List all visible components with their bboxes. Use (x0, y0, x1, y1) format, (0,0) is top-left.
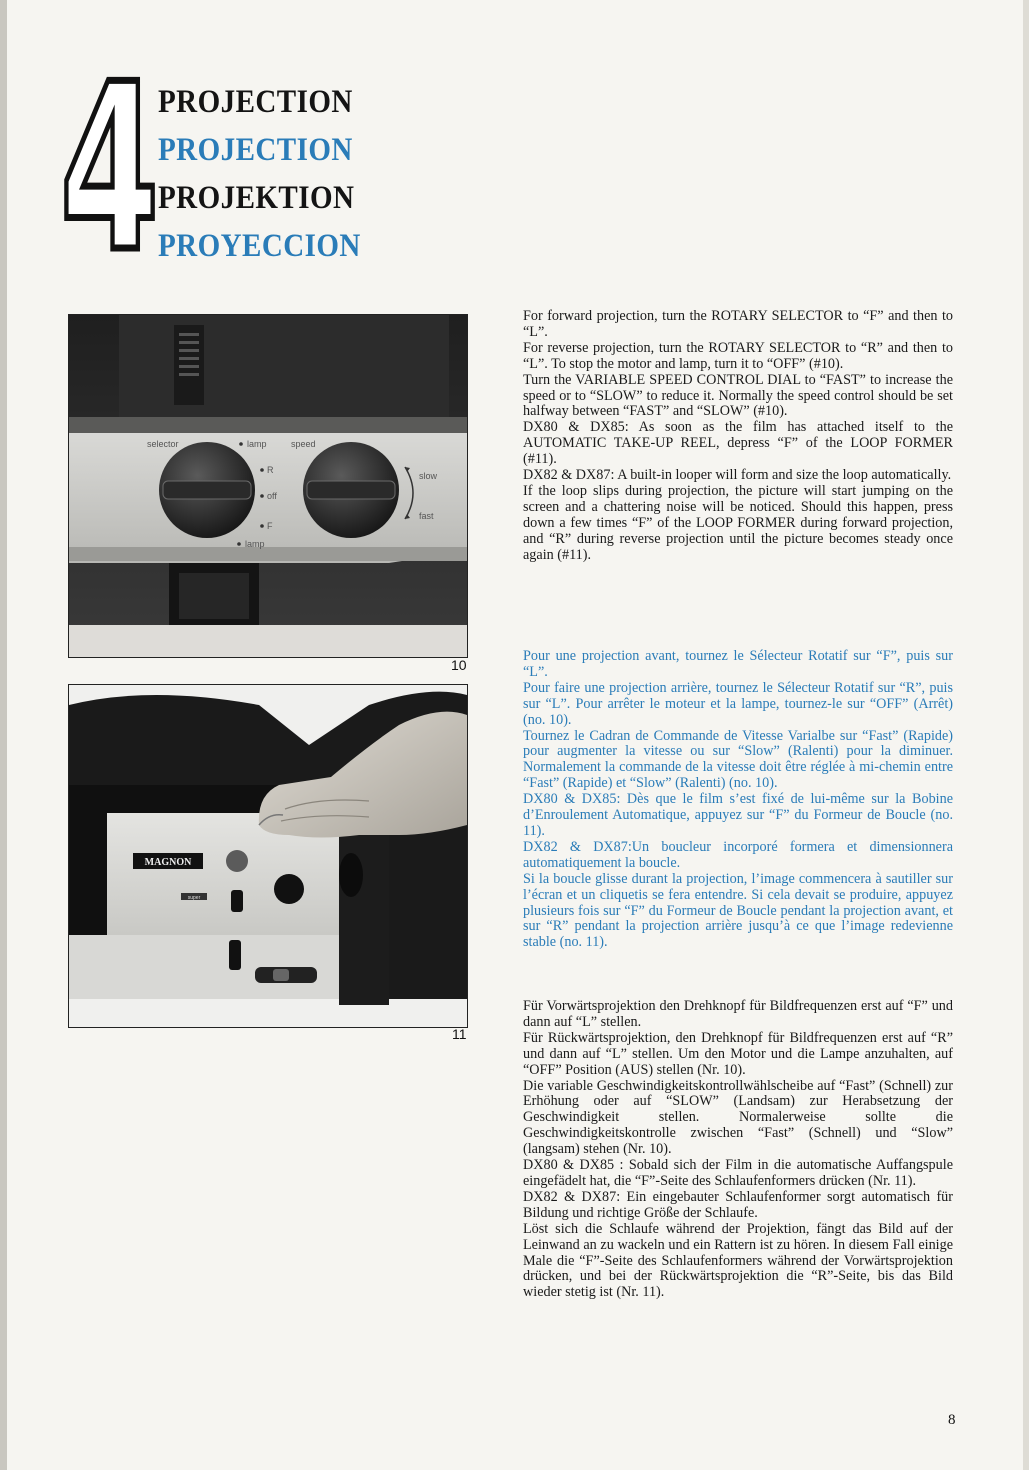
de-paragraph: Für Rückwärtsprojektion, den Drehknopf für Bildfrequenzen erst auf “R” und dann auf “L” stellen. Um den Motor und die Lampe anzuhalten, auf “OFF” Position (AUS) stellen (Nr. 10). (523, 1029, 953, 1078)
rotary-selector-knob (159, 442, 255, 538)
fr-paragraph: Si la boucle glisse durant la projection, l’image commencera à sautiller sur l’écran et un cliquetis se fera entendre. Si cela devait se produire, appuyez plusieurs fois sur “F” du Formeur de Boucle pendant la projection avant, et sur “R” pendant la projection arrière jusqu’à ce que l’image redevienne stable (no. 11). (523, 870, 953, 951)
figure-11-illustration (69, 685, 467, 1027)
label-off: off (267, 491, 277, 501)
figure-10-number: 10 (451, 657, 467, 673)
figure-10-illustration (69, 315, 467, 657)
dial-knob-icon (274, 874, 304, 904)
page-edge-left (0, 0, 7, 1470)
label-lamp-bottom: lamp (245, 539, 265, 549)
lever-icon (229, 940, 241, 970)
brand-label: MAGNON (144, 857, 192, 868)
french-instructions (523, 649, 953, 951)
fr-paragraph: DX82 & DX87:Un boucleur incorporé formera et dimensionnera automatiquement la boucle. (523, 838, 953, 871)
en-paragraph: DX80 & DX85: As soon as the film has attached itself to the AUTOMATIC TAKE-UP REEL, depress “F” of the LOOP FORMER (#11). (523, 419, 953, 468)
figure-11-number: 11 (452, 1026, 467, 1042)
label-super: super (187, 895, 201, 901)
page-edge-right (1023, 0, 1029, 1470)
de-paragraph: Für Vorwärtsprojektion den Drehknopf für Bildfrequenzen erst auf “F” und dann auf “L” stellen. (523, 998, 953, 1030)
chapter-titles (158, 78, 389, 270)
fr-paragraph: Tournez le Cadran de Commande de Vitesse Varialbe sur “Fast” (Rapide) pour augmenter la vitesse ou sur “Slow” (Ralenti) pour la diminuer. Normalement la commande de la vitesse doit être réglée à mi-chemin entre “Fast” (Rapide) et “Slow” (Ralenti) (no. 10). (523, 727, 953, 792)
en-paragraph: Turn the VARIABLE SPEED CONTROL DIAL to “FAST” to increase the speed or to “SLOW” to reduce it. Normally the speed control should be set halfway between “FAST” and “SLOW” (#10). (523, 371, 953, 420)
title-english: PROJECTION (158, 84, 353, 120)
label-speed: speed (291, 439, 316, 449)
de-paragraph: DX82 & DX87: Ein eingebauter Schlaufenformer sorgt automatisch für Bildung und richtige Größe der Schlaufe. (523, 1188, 953, 1221)
label-fast: fast (419, 511, 434, 521)
title-french: PROJECTION (158, 132, 353, 168)
label-lamp-top: lamp (247, 439, 267, 449)
switch-icon (231, 890, 243, 912)
de-paragraph: Löst sich die Schlaufe während der Projektion, fängt das Bild auf der Leinwand an zu wackeln und ein Rattern ist zu hören. In diesem Fall einige Male die “F”-Seite des Schlaufenformers während der Vorwärtsprojektion drücken, und bei der Rückwärtsprojektion die “R”-Seite, bis das Bild wieder stetig ist (Nr. 11). (523, 1220, 953, 1301)
label-slow: slow (419, 471, 438, 481)
english-instructions (523, 309, 953, 564)
en-paragraph: For reverse projection, turn the ROTARY SELECTOR to “R” and then to “L”. To stop the motor and lamp, turn it to “OFF” (#10). (523, 339, 953, 372)
page-number: 8 (948, 1412, 956, 1428)
figure-11-photo (68, 684, 468, 1028)
speed-control-dial (303, 442, 399, 538)
title-german: PROJEKTION (158, 180, 355, 216)
title-spanish: PROYECCION (158, 228, 361, 264)
fr-paragraph: Pour une projection avant, tournez le Sélecteur Rotatif sur “F”, puis sur “L”. (523, 648, 953, 680)
round-button-icon (226, 850, 248, 872)
en-paragraph: DX82 & DX87: A built-in looper will form and size the loop automatically. (523, 467, 952, 484)
en-paragraph: If the loop slips during projection, the picture will start jumping on the screen and a chattering noise will be noticed. Should this happen, press down a few times “F” of the LOOP FORMER during forward projection, and “R” during reverse projection until the picture becomes steady once again (#11). (523, 482, 953, 563)
label-f: F (267, 521, 273, 531)
figure-10-photo (68, 314, 468, 658)
label-r: R (267, 465, 274, 475)
de-paragraph: DX80 & DX85 : Sobald sich der Film in die automatische Auffangspule eingefädelt hat, die “F”-Seite des Schlaufenformers drücken (Nr. 11). (523, 1157, 953, 1189)
fr-paragraph: Pour faire une projection arrière, tournez le Sélecteur Rotatif sur “R”, puis sur “L”. Pour arrêter le moteur et la lampe, tournez-le sur “OFF” (Arrêt) (no. 10). (523, 679, 953, 728)
de-paragraph: Die variable Geschwindigkeitskontrollwählscheibe auf “Fast” (Schnell) zur Erhöhung oder auf “SLOW” (Landsam) zur Herabsetzung der Geschwindigkeit stellen. Normalerweise sollte die Geschwindigkeitskontrolle zwischen “Fast” (Schnell) und “Slow” (langsam) stehen (Nr. 10). (523, 1077, 953, 1158)
en-paragraph: For forward projection, turn the ROTARY SELECTOR to “F” and then to “L”. (523, 308, 953, 340)
german-instructions (523, 999, 953, 1301)
label-selector: selector (147, 439, 179, 449)
fr-paragraph: DX80 & DX85: Dès que le film s’est fixé de lui-même sur la Bobine d’Enroulement Automatique, appuyez sur “F” du Formeur de Boucle (no. 11). (523, 791, 953, 839)
chapter-number: 4 (60, 36, 160, 303)
